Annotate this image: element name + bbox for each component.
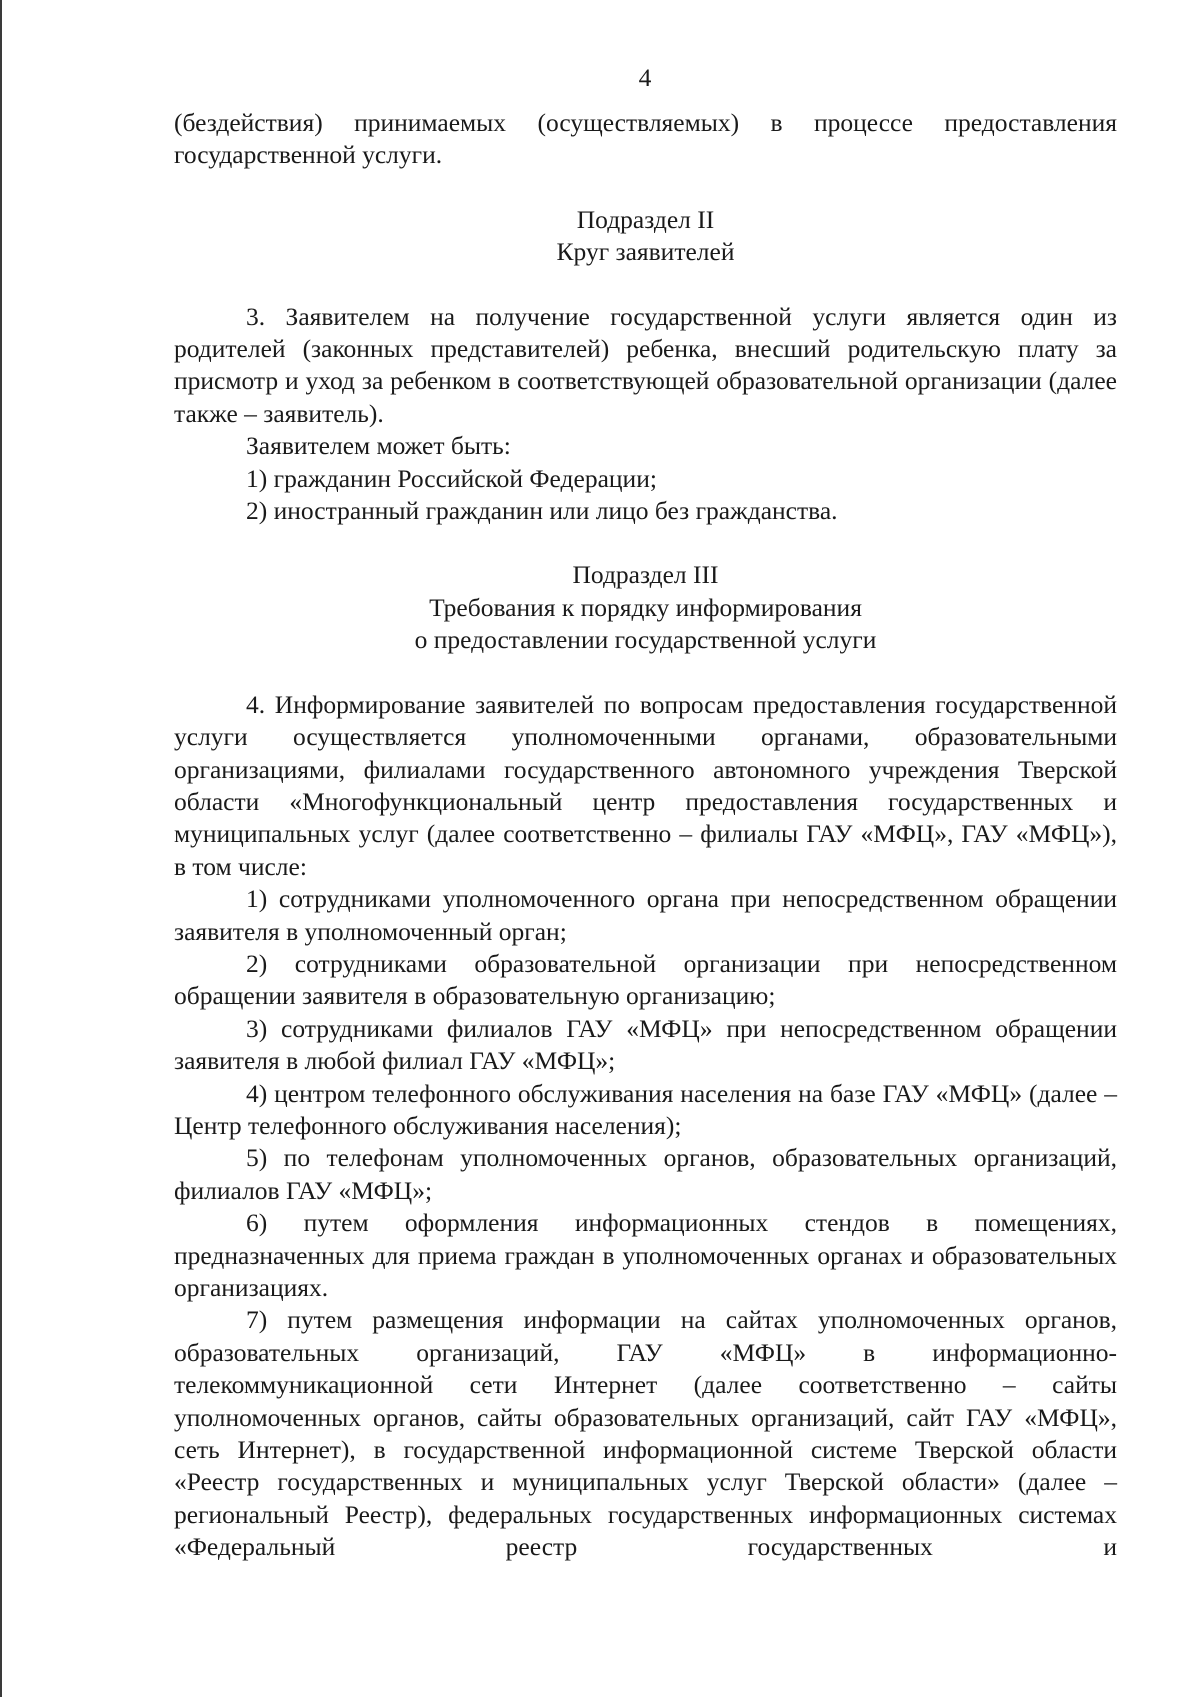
info-item-7: 7) путем размещения информации на сайтах уполномоченных органов, образовательных организаций, ГАУ «МФЦ» в информационно-телекоммуникационной сети Интернет (далее соответственно – сайты уполномоченных органов, сайты образовательных организаций, сайт ГАУ «МФЦ», сеть Интернет), в государственной информационной системе Тверской области «Реестр государственных и муниципальных услуг Тверской области» (далее – региональный Реестр), федеральных государственных информационных системах «Федеральный реестр государственных и	[174, 1305, 1117, 1562]
subsection-3-title-line-1: Требования к порядку информирования	[429, 592, 862, 622]
applicant-item-1: 1) гражданин Российской Федерации;	[246, 463, 657, 493]
page-number: 4	[638, 63, 652, 92]
info-item-5: 5) по телефонам уполномоченных органов, образовательных организаций, филиалов ГАУ «МФЦ»;	[174, 1143, 1117, 1205]
info-item-4: 4) центром телефонного обслуживания населения на базе ГАУ «МФЦ» (далее – Центр телефонного обслуживания населения);	[174, 1078, 1117, 1140]
subsection-2-number: Подраздел II	[576, 204, 715, 234]
info-item-6: 6) путем оформления информационных стендов в помещениях, предназначенных для приема граждан в уполномоченных органах и образовательных организациях.	[174, 1208, 1117, 1302]
document-body	[174, 107, 1117, 1564]
info-item-2: 2) сотрудниками образовательной организации при непосредственном обращении заявителя в образовательную организацию;	[174, 948, 1117, 1011]
applicant-can-be: Заявителем может быть:	[246, 431, 511, 461]
intro-paragraph: (бездействия) принимаемых (осуществляемых) в процессе предоставления государственной услуги.	[174, 108, 1117, 170]
paragraph-4: 4. Информирование заявителей по вопросам предоставления государственной услуги осуществляется уполномоченными органами, образовательными организациями, филиалами государственного автономного учреждения Тверской области «Многофункциональный центр предоставления государственных и муниципальных услуг (далее соответственно – филиалы ГАУ «МФЦ», ГАУ «МФЦ»), в том числе:	[174, 689, 1117, 881]
info-item-3: 3) сотрудниками филиалов ГАУ «МФЦ» при непосредственном обращении заявителя в любой филиал ГАУ «МФЦ»;	[174, 1013, 1117, 1076]
info-item-1: 1) сотрудниками уполномоченного органа при непосредственном обращении заявителя в уполномоченный орган;	[174, 884, 1117, 946]
subsection-2-title: Круг заявителей	[556, 237, 735, 267]
applicant-item-2: 2) иностранный гражданин или лицо без гражданства.	[246, 496, 838, 526]
spacer	[174, 657, 1117, 689]
subsection-3-number: Подраздел III	[572, 560, 719, 590]
spacer	[174, 269, 1117, 301]
paragraph-3: 3. Заявителем на получение государственной услуги является один из родителей (законных представителей) ребенка, внесший родительскую плату за присмотр и уход за ребенком в соответствующей образовательной организации (далее также – заявитель).	[174, 301, 1117, 428]
scan-edge	[0, 0, 2, 1697]
subsection-3-title-line-2: о предоставлении государственной услуги	[414, 625, 877, 655]
spacer	[174, 172, 1117, 204]
spacer	[174, 527, 1117, 559]
